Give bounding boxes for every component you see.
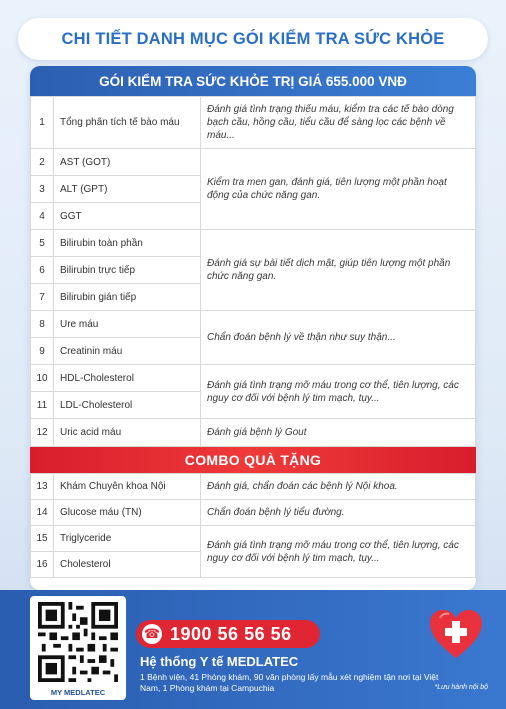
item-name: Bilirubin trực tiếp <box>54 257 201 284</box>
item-name: ALT (GPT) <box>54 176 201 203</box>
table-row <box>31 500 476 526</box>
item-no: 16 <box>31 552 54 578</box>
item-no: 7 <box>31 284 54 311</box>
item-name: GGT <box>54 203 201 230</box>
item-desc: Đánh giá tình trạng mỡ máu trong cơ thể, tiên lượng, các nguy cơ đối với bệnh lý tim mạch, tụy... <box>201 365 476 419</box>
item-name: Bilirubin toàn phần <box>54 230 201 257</box>
item-desc: Chẩn đoán bệnh lý về thận như suy thận... <box>201 311 476 365</box>
item-name: Bilirubin gián tiếp <box>54 284 201 311</box>
package-table-card <box>30 66 476 590</box>
item-no: 11 <box>31 392 54 419</box>
item-desc: Đánh giá tình trạng thiếu máu, kiểm tra các tế bào dòng bạch cầu, hồng cầu, tiểu cầu để sàng lọc các bệnh về máu... <box>201 97 476 149</box>
internal-note: *Lưu hành nội bộ <box>434 684 488 691</box>
heart-cross-icon <box>428 608 484 660</box>
package-header-text: GÓI KIỂM TRA SỨC KHỎE TRỊ GIÁ 655.000 VNĐ <box>99 73 407 89</box>
item-no: 15 <box>31 526 54 552</box>
item-desc: Đánh giá sự bài tiết dịch mật, giúp tiên lượng một phần chức năng gan. <box>201 230 476 311</box>
item-name: Uric acid máu <box>54 419 201 447</box>
hotline-button[interactable] <box>136 620 320 648</box>
item-no: 12 <box>31 419 54 447</box>
qr-label: MY MEDLATEC <box>50 688 106 697</box>
item-name: HDL-Cholesterol <box>54 365 201 392</box>
table-row <box>31 474 476 500</box>
table-row <box>31 311 476 338</box>
table-row <box>31 149 476 176</box>
item-name: LDL-Cholesterol <box>54 392 201 419</box>
package-table <box>30 96 476 447</box>
item-name: Creatinin máu <box>54 338 201 365</box>
item-no: 6 <box>31 257 54 284</box>
item-no: 1 <box>31 97 54 149</box>
item-no: 9 <box>31 338 54 365</box>
item-name: Khám Chuyên khoa Nội <box>54 474 201 500</box>
combo-table <box>30 473 476 578</box>
item-no: 5 <box>31 230 54 257</box>
item-no: 13 <box>31 474 54 500</box>
table-row <box>31 365 476 392</box>
brand-address: 1 Bệnh viện, 41 Phòng khám, 90 văn phòng lấy mẫu xét nghiệm tận nơi tại Việt Nam, 1 Phòng khám tại Campuchia <box>140 672 439 693</box>
item-name: AST (GOT) <box>54 149 201 176</box>
item-no: 4 <box>31 203 54 230</box>
page-title-banner <box>18 18 488 60</box>
table-row <box>31 419 476 447</box>
brand-name: Hệ thống Y tế MEDLATEC <box>140 654 299 669</box>
table-row <box>31 230 476 257</box>
qr-code[interactable] <box>30 596 126 700</box>
item-desc: Đánh giá, chẩn đoán các bệnh lý Nội khoa. <box>201 474 476 500</box>
item-no: 10 <box>31 365 54 392</box>
item-name: Glucose máu (TN) <box>54 500 201 526</box>
item-no: 2 <box>31 149 54 176</box>
phone-icon: ☎ <box>142 624 162 644</box>
combo-header-text: COMBO QUÀ TẶNG <box>184 452 322 468</box>
item-no: 8 <box>31 311 54 338</box>
item-desc: Chẩn đoán bệnh lý tiểu đường. <box>201 500 476 526</box>
item-no: 14 <box>31 500 54 526</box>
item-desc: Đánh giá bệnh lý Gout <box>201 419 476 447</box>
table-row <box>31 97 476 149</box>
item-name: Tổng phân tích tế bào máu <box>54 97 201 149</box>
item-desc: Kiểm tra men gan, đánh giá, tiên lượng một phần hoạt động của chức năng gan. <box>201 149 476 230</box>
table-row <box>31 526 476 552</box>
item-name: Triglyceride <box>54 526 201 552</box>
item-desc: Đánh giá tình trạng mỡ máu trong cơ thể, tiên lượng, các nguy cơ đối với bệnh lý tim mạch, tụy... <box>201 526 476 578</box>
package-header <box>30 66 476 96</box>
page-title: CHI TIẾT DANH MỤC GÓI KIỂM TRA SỨC KHỎE <box>61 29 445 48</box>
item-name: Ure máu <box>54 311 201 338</box>
combo-header <box>30 447 476 473</box>
qr-code-icon <box>38 602 118 682</box>
item-name: Cholesterol <box>54 552 201 578</box>
item-no: 3 <box>31 176 54 203</box>
hotline-number: 1900 56 56 56 <box>170 623 292 644</box>
